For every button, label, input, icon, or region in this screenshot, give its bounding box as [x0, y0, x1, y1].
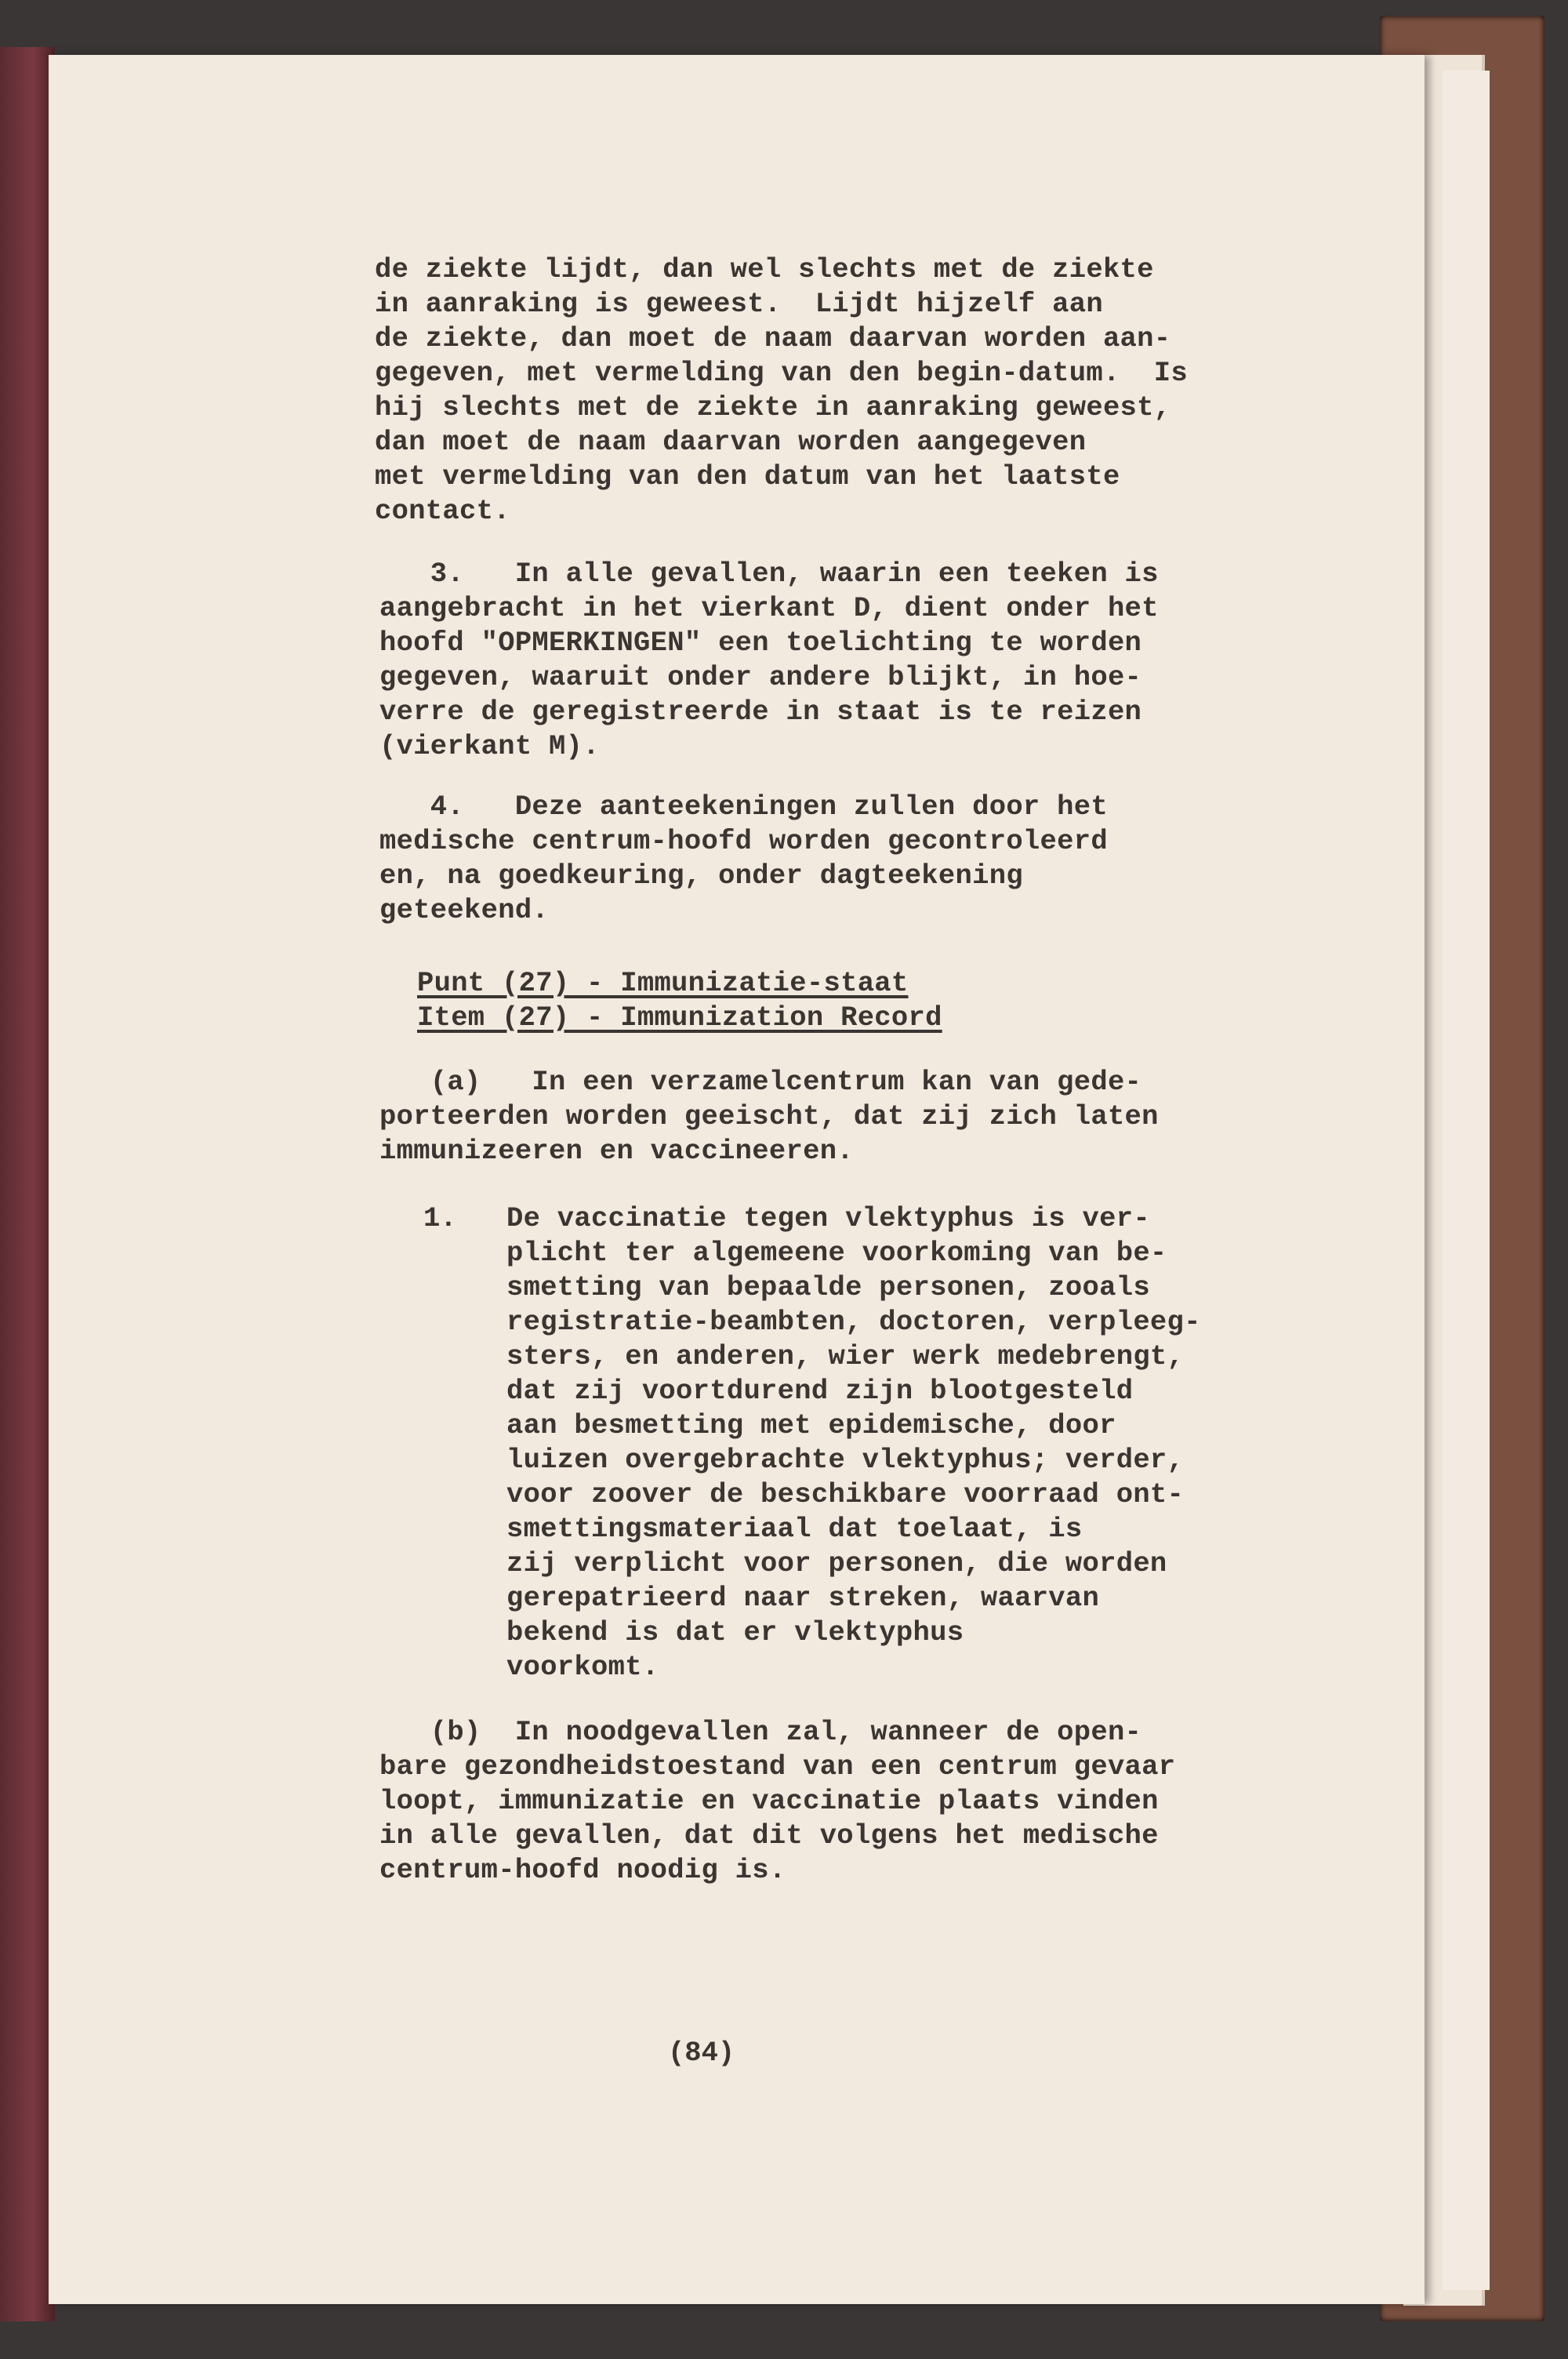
paragraph-b	[379, 1715, 1175, 1888]
text-line: en, na goedkeuring, onder dagteekening	[379, 860, 1023, 892]
text-line: aangebracht in het vierkant D, dient onder het	[379, 592, 1159, 624]
text-line: (b) In noodgevallen zal, wanneer de open-	[379, 1716, 1142, 1748]
book-spine	[0, 47, 55, 2321]
text-line: (vierkant M).	[379, 730, 600, 762]
text-line: gegeven, met vermelding van den begin-datum. Is	[375, 357, 1188, 389]
text-line: hij slechts met de ziekte in aanraking geweest,	[375, 391, 1171, 423]
text-line: in aanraking is geweest. Lijdt hijzelf aan	[375, 288, 1103, 320]
text-line: gerepatrieerd naar streken, waarvan	[506, 1582, 1100, 1614]
text-line: de ziekte, dan moet de naam daarvan worden aan-	[375, 322, 1171, 354]
text-line: contact.	[375, 495, 510, 527]
text-line: gegeven, waaruit onder andere blijkt, in hoe-	[379, 661, 1142, 693]
page-edges-inner	[1443, 71, 1490, 2290]
text-line: hoofd "OPMERKINGEN" een toelichting te worden	[379, 627, 1142, 659]
paragraph-3	[379, 557, 1159, 764]
text-line: met vermelding van den datum van het laatste	[375, 460, 1120, 493]
text-line: 4. Deze aanteekeningen zullen door het	[379, 791, 1108, 823]
text-line: plicht ter algemeene voorkoming van be-	[506, 1237, 1167, 1269]
text-line: luizen overgebrachte vlektyphus; verder,	[506, 1444, 1185, 1476]
text-line: geteekend.	[379, 894, 550, 926]
text-line: immunizeeren en vaccineeren.	[379, 1135, 854, 1167]
text-line: aan besmetting met epidemische, door	[506, 1409, 1116, 1441]
text-line: De vaccinatie tegen vlektyphus is ver-	[506, 1202, 1150, 1234]
item-number: 1.	[423, 1202, 457, 1234]
section-heading	[417, 966, 942, 1035]
paragraph-continued	[375, 253, 1188, 529]
text-line: zij verplicht voor personen, die worden	[506, 1547, 1167, 1579]
text-line: bare gezondheidstoestand van een centrum gevaar	[379, 1750, 1176, 1783]
text-line: de ziekte lijdt, dan wel slechts met de ziekte	[375, 253, 1154, 285]
text-line: sters, en anderen, wier werk medebrengt,	[506, 1340, 1185, 1372]
item-1	[506, 1201, 1201, 1685]
paragraph-a	[379, 1065, 1159, 1169]
text-line: verre de geregistreerde in staat is te reizen	[379, 696, 1142, 728]
text-line: loopt, immunizatie en vaccinatie plaats vinden	[379, 1785, 1159, 1817]
paragraph-4	[379, 790, 1108, 928]
text-line: porteerden worden geeischt, dat zij zich laten	[379, 1100, 1159, 1132]
text-line: 3. In alle gevallen, waarin een teeken is	[379, 558, 1159, 590]
text-line: (a) In een verzamelcentrum kan van gede-	[379, 1066, 1142, 1098]
text-line: smetting van bepaalde personen, zooals	[506, 1271, 1150, 1303]
text-line: dan moet de naam daarvan worden aangegeven	[375, 426, 1087, 458]
text-line: centrum-hoofd noodig is.	[379, 1854, 786, 1886]
text-line: medische centrum-hoofd worden gecontroleerd	[379, 825, 1108, 857]
text-line: voor zoover de beschikbare voorraad ont-	[506, 1478, 1185, 1510]
text-line: voorkomt.	[506, 1651, 659, 1683]
text-line: dat zij voortdurend zijn blootgesteld	[506, 1375, 1134, 1407]
text-line: smettingsmateriaal dat toelaat, is	[506, 1513, 1083, 1545]
text-line: in alle gevallen, dat dit volgens het medische	[379, 1819, 1159, 1852]
text-line: bekend is dat er vlektyphus	[506, 1616, 964, 1648]
heading-dutch: Punt (27) - Immunizatie-staat	[417, 967, 909, 999]
heading-english: Item (27) - Immunization Record	[417, 1001, 942, 1034]
text-line: registratie-beambten, doctoren, verpleeg-	[506, 1306, 1201, 1338]
page-number: (84)	[668, 2037, 735, 2069]
